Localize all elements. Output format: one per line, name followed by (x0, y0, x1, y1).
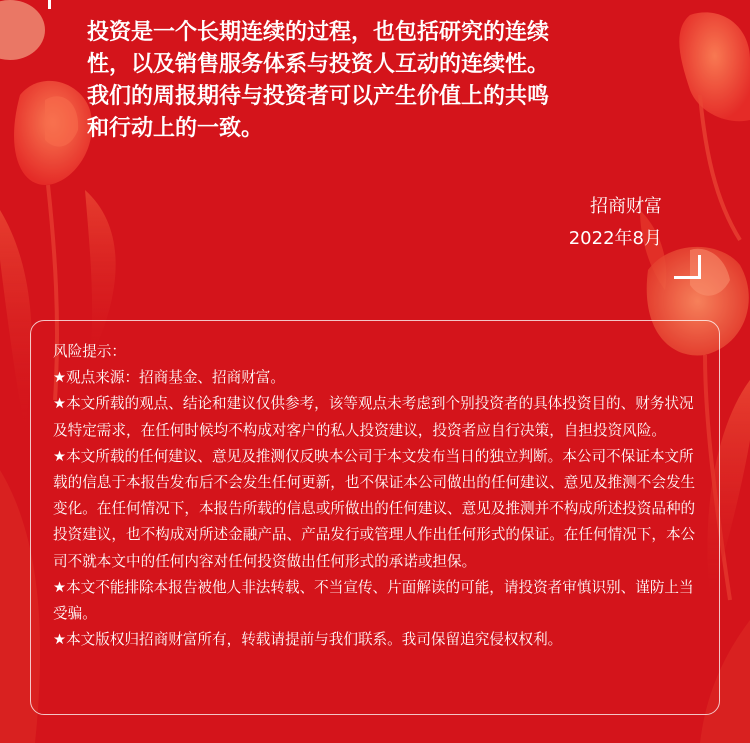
corner-bracket-horizontal (674, 276, 701, 279)
disclaimer-item-reference: ★本文所载的观点、结论和建议仅供参考，该等观点未考虑到个别投资者的具体投资目的、财务状况及特定需求，在任何时候均不构成对客户的私人投资建议，投资者应自行决策，自担投资风险。 (53, 395, 694, 439)
signature-block (569, 191, 662, 255)
disclaimer-item-judgment: ★本文所载的任何建议、意见及推测仅反映本公司于本文发布当日的独立判断。本公司不保证本文所载的信息于本报告发布后不会发生任何更新，也不保证本公司做出的任何建议、意见及推测不会发生变化。在任何情况下，本报告所载的信息或所做出的任何建议、意见及推测并不构成所述投资品种的投资建议，也不构成对所述金融产品、产品发行或管理人作出任何形式的保证。在任何情况下，本公司不就本文中的任何内容对任何投资做出任何形式的承诺或担保。 (53, 447, 696, 570)
statement-block (87, 17, 667, 145)
disclaimer-heading: 风险提示： (53, 343, 126, 360)
signature-date: 2022年8月 (568, 228, 662, 249)
signature-company: 招商财富 (590, 196, 662, 217)
risk-disclaimer-box (30, 320, 720, 715)
disclaimer-item-copyright: ★本文版权归招商财富所有，转载请提前与我们联系。我司保留追究侵权权利。 (53, 631, 563, 649)
disclaimer-item-source: ★观点来源：招商基金、招商财富。 (53, 369, 285, 387)
statement-text: 投资是一个长期连续的过程，也包括研究的连续 性，以及销售服务体系与投资人互动的连续性。 我们的周报期待与投资者可以产生价值上的共鸣 和行动上的一致。 (87, 20, 550, 141)
top-corner-mark (48, 0, 51, 9)
disclaimer-item-fraud-warning: ★本文不能排除本报告被他人非法转载、不当宣传、片面解读的可能，请投资者审慎识别、谨防上当受骗。 (53, 578, 694, 623)
